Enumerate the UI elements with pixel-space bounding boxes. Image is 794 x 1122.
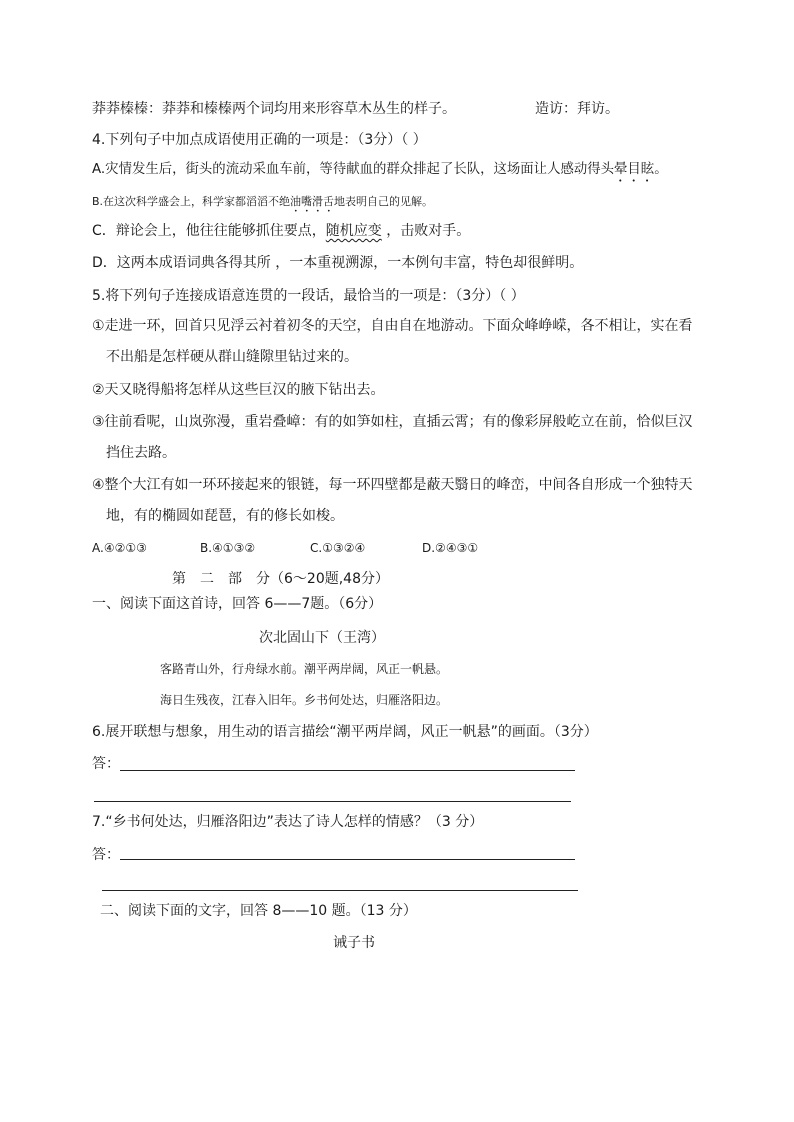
q6-answer-line-1[interactable] (120, 770, 575, 771)
q4-option-b (92, 192, 433, 215)
q7-answer-line-2[interactable] (102, 890, 578, 891)
q5-sentence-1-line1: ①走进一环，回首只见浮云衬着初冬的天空，自由自在地游动。下面众峰峥嵘，各不相让，实在看 (92, 318, 693, 334)
q7-answer-line-1[interactable] (120, 859, 575, 860)
q5-sentence-4-line2: 地，有的椭圆如琵琶，有的修长如梭。 (106, 508, 344, 524)
q5-sentence-4-line1: ④整个大江有如一环环接起来的银链，每一环四壁都是蔽天翳日的峰峦，中间各自形成一个独特天 (92, 477, 693, 493)
q5-sentence-1-line2: 不出船是怎样硬从群山缝隙里钻过来的。 (106, 349, 358, 365)
q4-option-c (92, 221, 470, 241)
q5-sentence-3-line1: ③往前看呢，山岚弥漫，重岩叠嶂：有的如笋如柱，直插云霄；有的像彩屏般屹立在前，恰似巨汉 (92, 414, 693, 430)
part-two-heading: 第 二 部 分（6～20题,48分） (172, 571, 389, 587)
poem-line-2: 海日生残夜，江春入旧年。乡书何处达，归雁洛阳边。 (160, 693, 449, 707)
q5-option-c: C.①③②④ (310, 541, 366, 555)
q6-answer-line-2[interactable] (94, 801, 571, 802)
q4-option-a-text: A.灾情发生后，街头的流动采血车前，等待献血的群众排起了长队，这场面让人感动得头 (92, 162, 615, 177)
q5-option-b: B.④①③② (200, 541, 256, 555)
q6-stem: 6.展开联想与想象，用生动的语言描绘“潮平两岸阔，风正一帆悬”的画面。（3分） (92, 724, 598, 740)
q5-sentence-3-line2: 挡住去路。 (106, 445, 176, 461)
section-two-heading: 二、阅读下面的文字，回答 8——10 题。（13 分） (100, 903, 417, 919)
q4-option-d: D．这两本成语词典各得其所 ，一本重视溯源，一本例句丰富，特色却很鲜明。 (92, 255, 584, 271)
q4-option-a (92, 160, 668, 185)
q4-option-b-end: 地表明自己的见解。 (334, 195, 434, 208)
q4-option-c-text: C．辩论会上，他往往能够抓住要点， (92, 223, 326, 239)
poem-title: 次北固山下（王湾） (259, 630, 385, 646)
gloss-zaofang: 造访：拜访。 (535, 101, 619, 117)
gloss-mangmang: 莽莽榛榛：莽莽和榛榛两个词均用来形容草木丛生的样子。 (92, 101, 456, 117)
q5-stem: 5.将下列句子连接成语意连贯的一段话，最恰当的一项是：（3分）（ ） (92, 288, 525, 304)
poem-line-1: 客路青山外，行舟绿水前。潮平两岸阔，风正一帆悬。 (160, 662, 449, 676)
q6-answer-label: 答： (92, 756, 120, 772)
section-one-heading: 一、阅读下面这首诗，回答 6——7题。（6分） (92, 596, 383, 612)
q4-option-c-end: ，击败对手。 (381, 223, 471, 239)
q4-option-b-idiom: 油嘴滑舌 (290, 195, 335, 208)
q5-sentence-2: ②天又晓得船将怎样从这些巨汉的腋下钻出去。 (92, 382, 385, 398)
q4-option-a-end: 。 (654, 162, 668, 177)
q4-stem: 4.下列句子中加点成语使用正确的一项是：（3分）（ ） (92, 132, 427, 148)
passage-title: 诫子书 (333, 935, 375, 951)
q4-option-b-text: B.在这次科学盛会上，科学家都滔滔不绝 (92, 195, 291, 208)
q4-option-c-idiom: 随机应变 (325, 223, 382, 239)
q4-option-a-idiom: 晕目眩 (614, 162, 655, 177)
q7-answer-label: 答： (92, 847, 120, 863)
q5-option-a: A.④②①③ (92, 541, 147, 555)
q7-stem: 7.“乡书何处达，归雁洛阳边”表达了诗人怎样的情感？（3 分） (92, 814, 484, 830)
q5-option-d: D.②④③① (422, 541, 479, 555)
